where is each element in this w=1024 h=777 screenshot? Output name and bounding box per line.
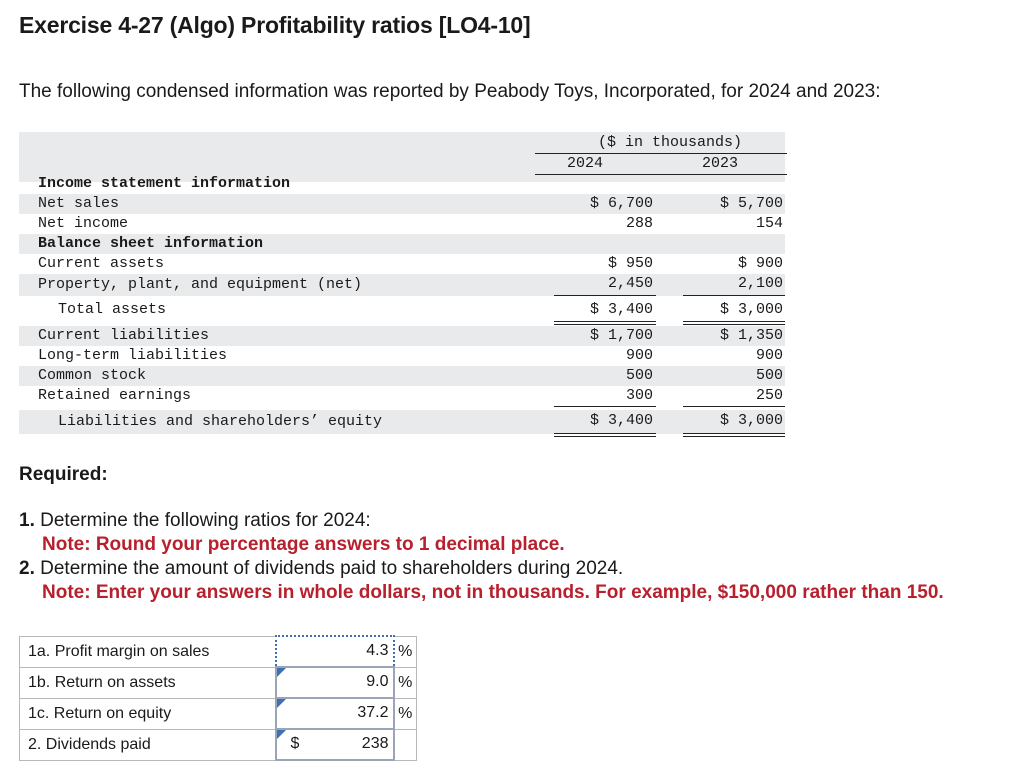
subtotal-rule	[554, 406, 656, 407]
table-row	[19, 346, 785, 366]
answer-row	[20, 667, 417, 698]
value-2024: $ 1,700	[589, 327, 653, 344]
percent-sign: %	[394, 698, 417, 729]
answer-value: 238	[361, 735, 389, 752]
value-2023: $ 3,000	[719, 301, 783, 318]
table-row	[19, 254, 785, 274]
profit-margin-input[interactable]	[276, 636, 394, 667]
value-2024: 500	[625, 367, 653, 384]
row-label: Liabilities and shareholders’ equity	[58, 413, 383, 430]
table-row	[19, 326, 785, 346]
answer-label: 1b. Return on assets	[20, 667, 276, 698]
flag-icon	[277, 730, 286, 739]
instructions	[19, 509, 944, 605]
units-underline	[535, 153, 787, 154]
instruction-number: 2.	[19, 558, 35, 579]
empty-suffix	[394, 729, 417, 760]
percent-sign: %	[394, 667, 417, 698]
value-2023: $ 5,700	[719, 195, 783, 212]
flag-icon	[277, 668, 286, 677]
answer-label: 2. Dividends paid	[20, 729, 276, 760]
table-row	[19, 300, 785, 320]
row-label: Balance sheet information	[38, 235, 264, 252]
flag-icon	[277, 699, 286, 708]
subtotal-rule	[683, 406, 785, 407]
value-2023: 250	[755, 387, 783, 404]
row-label: Total assets	[58, 301, 167, 318]
value-2024: 900	[625, 347, 653, 364]
table-row	[19, 194, 785, 214]
subtotal-rule	[683, 295, 785, 296]
row-label: Current assets	[38, 255, 165, 272]
value-2024: $ 6,700	[589, 195, 653, 212]
units-header: ($ in thousands)	[597, 134, 743, 151]
intro-text: The following condensed information was reported by Peabody Toys, Incorporated, for 2024 and 2023:	[19, 81, 881, 102]
row-label: Retained earnings	[38, 387, 192, 404]
dividends-paid-input[interactable]	[276, 729, 394, 760]
value-2024: $ 3,400	[589, 412, 653, 429]
return-on-equity-input[interactable]	[276, 698, 394, 729]
row-label: Property, plant, and equipment (net)	[38, 276, 363, 293]
instruction-text: Determine the amount of dividends paid to shareholders during 2024.	[40, 558, 624, 579]
total-rule	[683, 321, 785, 325]
instruction-number: 1.	[19, 510, 35, 531]
table-row	[19, 410, 785, 434]
row-label: Current liabilities	[38, 327, 210, 344]
total-rule	[554, 433, 656, 437]
value-2023: $ 900	[737, 255, 783, 272]
subtotal-rule	[554, 295, 656, 296]
instruction-text: Determine the following ratios for 2024:	[40, 510, 371, 531]
dollar-sign: $	[290, 735, 300, 752]
row-label: Long-term liabilities	[38, 347, 228, 364]
instruction-1	[19, 509, 944, 533]
table-row	[19, 386, 785, 406]
exercise-title: Exercise 4-27 (Algo) Profitability ratios [LO4-10]	[19, 12, 531, 38]
percent-sign: %	[394, 636, 417, 667]
table-row	[19, 366, 785, 386]
value-2024: 288	[625, 215, 653, 232]
value-2024: 300	[625, 387, 653, 404]
row-label: Common stock	[38, 367, 147, 384]
total-rule	[683, 433, 785, 437]
value-2023: 154	[755, 215, 783, 232]
table-row	[19, 174, 785, 194]
answer-row	[20, 698, 417, 729]
year-2023-header: 2023	[702, 155, 739, 172]
answer-value: 4.3	[366, 642, 389, 659]
instruction-2	[19, 557, 944, 581]
answer-row	[20, 636, 417, 667]
value-2024: $ 3,400	[589, 301, 653, 318]
required-heading: Required:	[19, 464, 108, 485]
value-2024: $ 950	[607, 255, 653, 272]
answer-value: 9.0	[366, 673, 389, 690]
table-row	[19, 274, 785, 296]
answer-value: 37.2	[357, 704, 389, 721]
year-2024-header: 2024	[567, 155, 604, 172]
value-2023: $ 1,350	[719, 327, 783, 344]
instruction-note: Note: Enter your answers in whole dollars, not in thousands. For example, $150,000 rather than 150.	[42, 582, 944, 603]
value-2023: 2,100	[737, 275, 783, 292]
answer-label: 1a. Profit margin on sales	[20, 636, 276, 667]
value-2023: 900	[755, 347, 783, 364]
value-2023: 500	[755, 367, 783, 384]
answer-label: 1c. Return on equity	[20, 698, 276, 729]
instruction-note: Note: Round your percentage answers to 1 decimal place.	[42, 534, 565, 555]
row-label: Net income	[38, 215, 129, 232]
row-label: Net sales	[38, 195, 120, 212]
value-2024: 2,450	[607, 275, 653, 292]
table-row	[19, 214, 785, 234]
row-label: Income statement information	[38, 175, 291, 192]
answer-row	[20, 729, 417, 760]
answer-table	[19, 635, 417, 761]
total-rule	[554, 321, 656, 325]
value-2023: $ 3,000	[719, 412, 783, 429]
return-on-assets-input[interactable]	[276, 667, 394, 698]
table-row	[19, 234, 785, 254]
